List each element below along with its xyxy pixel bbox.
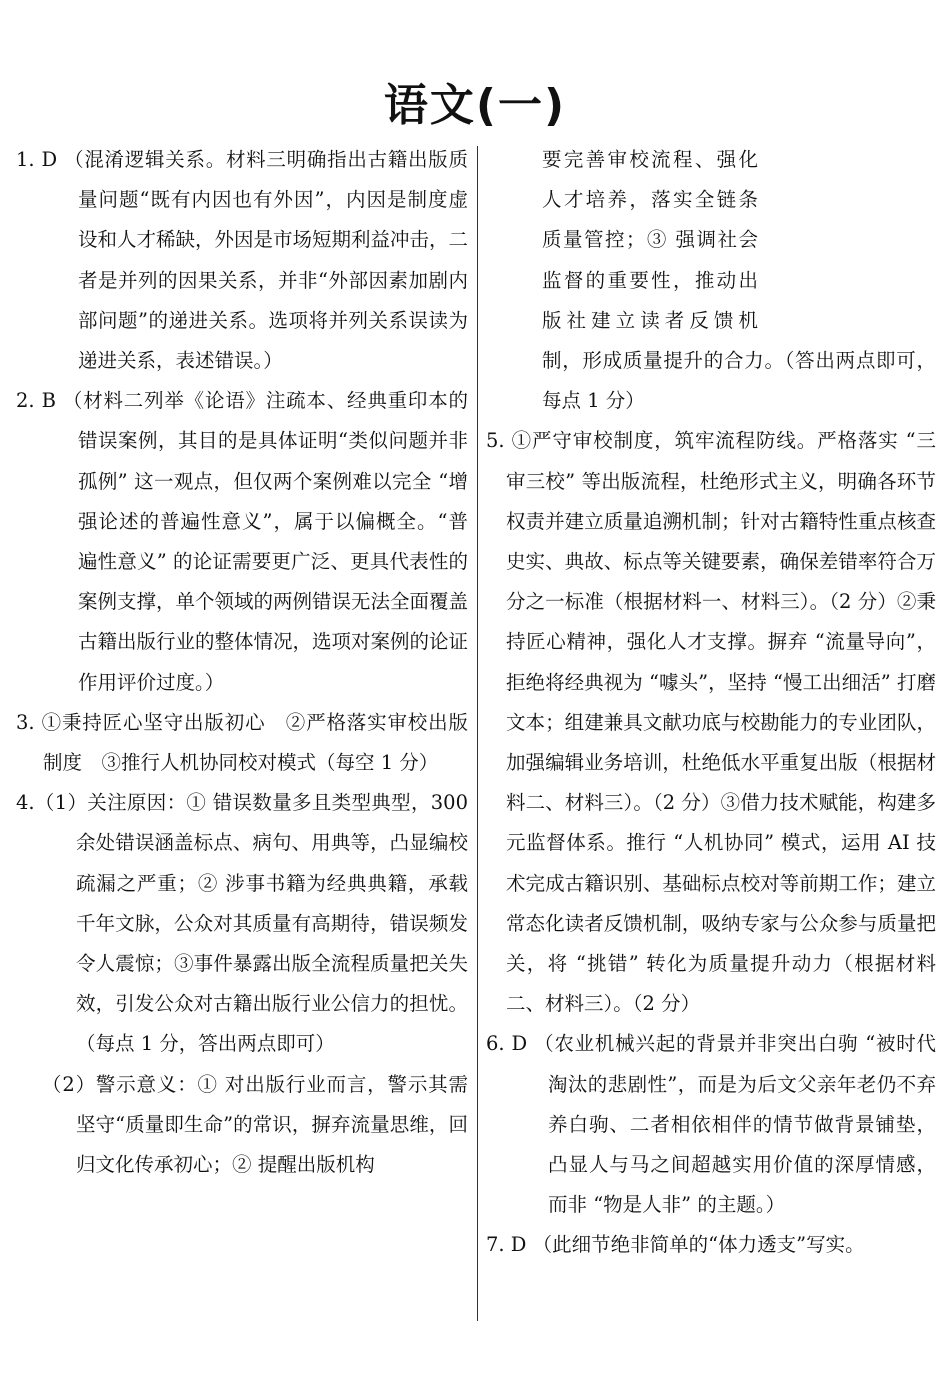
text-line: 版社建立读者反馈机 bbox=[542, 308, 758, 332]
text-line: 人才培养，落实全链条 bbox=[542, 188, 758, 212]
text-line: 质量管控；③ 强调社会 bbox=[542, 228, 758, 252]
column-divider bbox=[477, 146, 478, 1321]
answer-4-part-2: （2）警示意义：① 对出版行业而言，警示其需坚守“质量即生命”的常识，摒弃流量思维，回归文化传承初心；② 提醒出版机构 bbox=[42, 1072, 468, 1177]
answer-7: 7. D （此细节绝非简单的“体力透支”写实。 bbox=[486, 1233, 865, 1257]
answer-1: 1. D （混淆逻辑关系。材料三明确指出古籍出版质量问题“既有内因也有外因”，内因是制度虚设和人才稀缺，外因是市场短期利益冲击，二者是并列的因果关系，并非“外部因素加剧内部问题”的递进关系。选项将并列关系误读为递进关系，表述错误。） bbox=[16, 148, 469, 373]
text-line: 监督的重要性，推动出 bbox=[542, 268, 758, 292]
answer-2: 2. B （材料二列举《论语》注疏本、经典重印本的错误案例，其目的是具体证明“类似问题并非孤例” 这一观点，但仅两个案例难以完全 “增强论述的普遍性意义”，属于以偏概全。“普遍性意义” 的论证需要更广泛、更具代表性的案例支撑，单个领域的两例错误无法全面覆盖古籍出版行业的整体情况，选项对案例的论证作用评价过度。） bbox=[16, 389, 469, 694]
answer-4-part-2-continued bbox=[486, 140, 758, 341]
right-column bbox=[486, 140, 936, 1266]
answer-5: 5. ①严守审校制度，筑牢流程防线。严格落实 “三审三校” 等出版流程，杜绝形式主义，明确各环节权责并建立质量追溯机制；针对古籍特性重点核查史实、典故、标点等关键要素，确保差错率符合万分之一标准（根据材料一、材料三）。（2 分）②秉持匠心精神，强化人才支撑。摒弃 “流量导向”，拒绝将经典视为 “噱头”，坚持 “慢工出细活” 打磨文本；组建兼具文献功底与校勘能力的专业团队，加强编辑业务培训，杜绝低水平重复出版（根据材料二、材料三）。（2 分）③借力技术赋能，构建多元监督体系。推行 “人机协同” 模式，运用 AI 技术完成古籍识别、基础标点校对等前期工作；建立常态化读者反馈机制，吸纳专家与公众参与质量把关，将 “挑错” 转化为质量提升动力（根据材料二、材料三）。（2 分） bbox=[486, 429, 936, 1016]
answer-3: 3. ①秉持匠心坚守出版初心 ②严格落实审校出版制度 ③推行人机协同校对模式（每空 1 分） bbox=[16, 710, 468, 775]
page-title: 语文(一) bbox=[383, 80, 567, 131]
answer-6: 6. D （农业机械兴起的背景并非突出白驹 “被时代淘汰的悲剧性”，而是为后文父亲年老仍不弃养白驹、二者相依相伴的情节做背景铺垫，凸显人与马之间超越实用价值的深厚情感，而非 “物是人非” 的主题。） bbox=[486, 1032, 936, 1217]
text-line: 要完善审校流程、强化 bbox=[542, 148, 758, 171]
answer-4-part-1: 4.（1）关注原因：① 错误数量多且类型典型，300 余处错误涵盖标点、病句、用典等，凸显编校疏漏之严重；② 涉事书籍为经典典籍，承载千年文脉，公众对其质量有高期待，错误频发令人震惊；③事件暴露出版全流程质量把关失效，引发公众对古籍出版行业公信力的担忧。（每点 1 分，答出两点即可） bbox=[16, 791, 468, 1056]
left-column bbox=[16, 140, 468, 1185]
answer-4-part-2-end: 制，形成质量提升的合力。（答出两点即可，每点 1 分） bbox=[542, 349, 936, 413]
